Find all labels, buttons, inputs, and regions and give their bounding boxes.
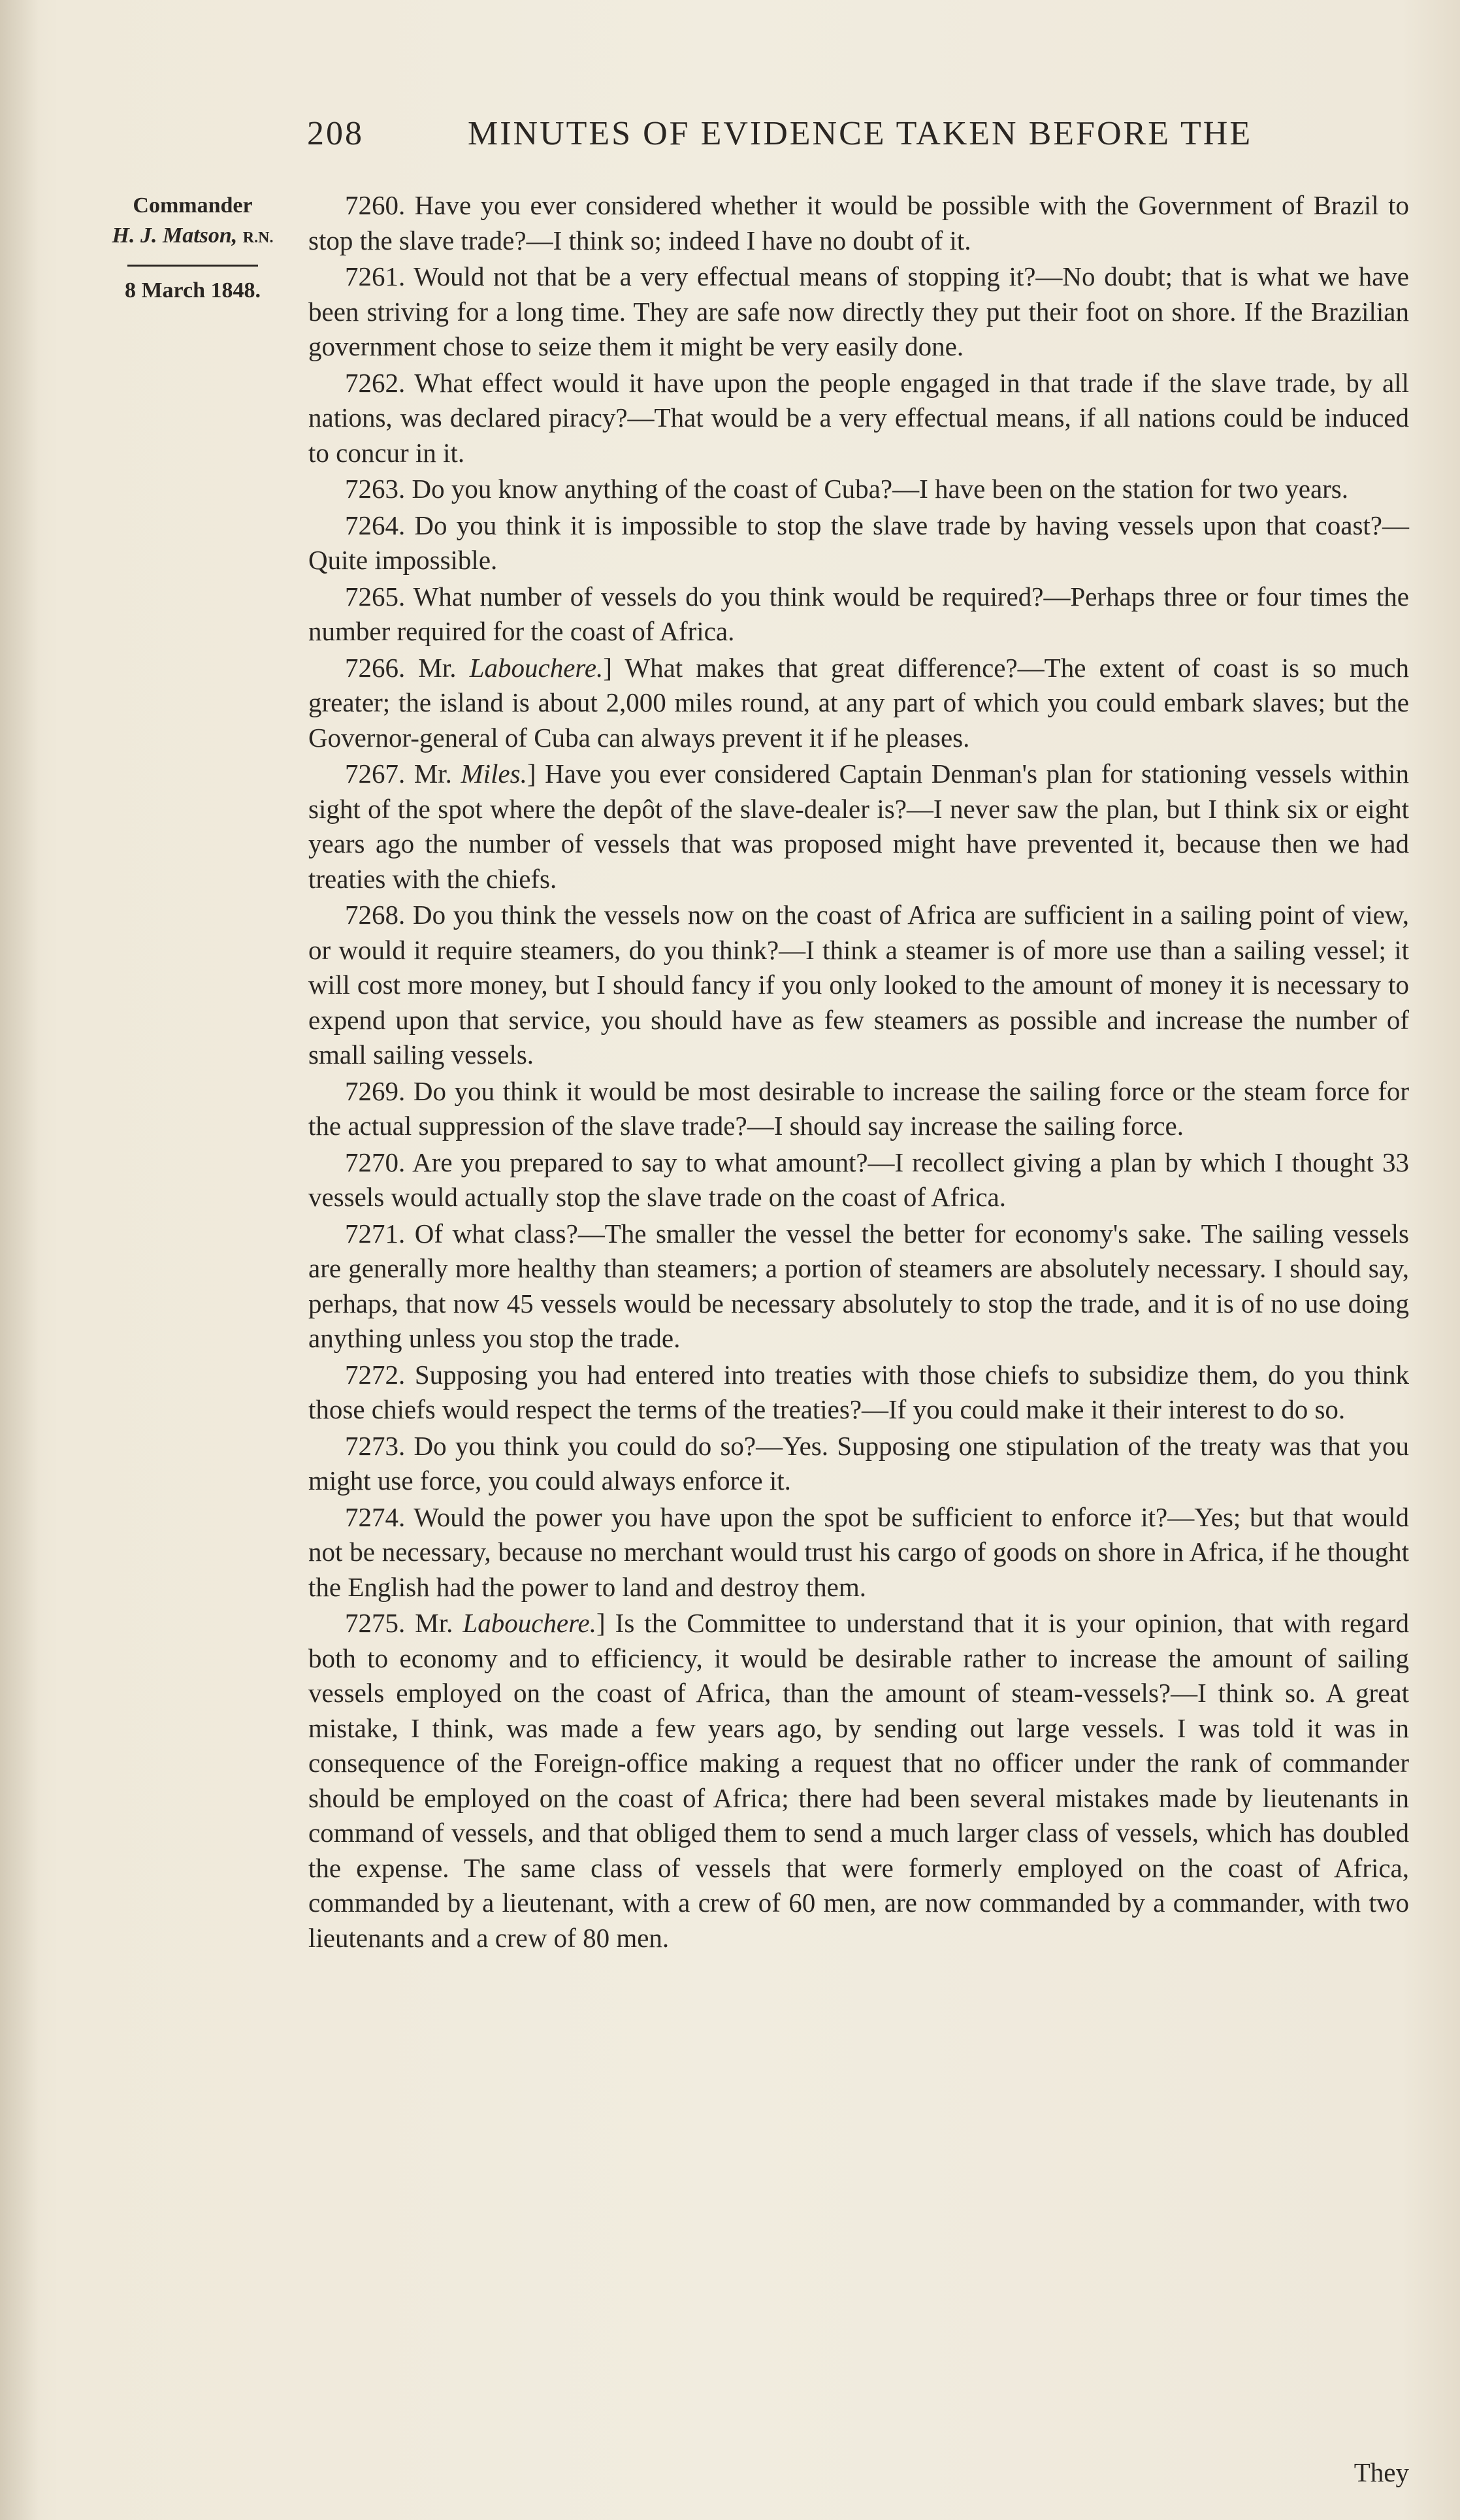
paragraph-text: 7272. Supposing you had entered into treaties with those chiefs to subsidize them, do you think those chiefs would respect the terms of the treaties?—If you could make it their interest to do so. (308, 1359, 1409, 1424)
paragraph-text: ] What makes that great difference?—The extent of coast is so much greater; the island is about 2,000 miles round, at any part of which you could embark slaves; but the Governor-general of Cuba can always prevent it if he pleases. (308, 652, 1409, 753)
paragraph-text: 7270. Are you prepared to say to what amount?—I recollect giving a plan by which I thought 33 vessels would actually stop the slave trade on the coast of Africa. (308, 1147, 1409, 1212)
evidence-paragraph (308, 472, 1409, 507)
evidence-paragraph (308, 757, 1409, 896)
evidence-paragraph (308, 580, 1409, 649)
witness-name: H. J. Matson, (112, 223, 238, 248)
evidence-paragraph (308, 651, 1409, 756)
page-gutter-shadow (0, 0, 39, 2520)
paragraph-text: 7263. Do you know anything of the coast of Cuba?—I have been on the station for two years. (345, 474, 1348, 504)
witness-rank: R.N. (242, 229, 274, 246)
catchword: They (1354, 2457, 1409, 2487)
paragraph-text: 7261. Would not that be a very effectual means of stopping it?—No doubt; that is what we have been striving for a long time. They are safe now directly they put their foot on shore. If the Brazilian government chose to seize them it might be very easily done. (308, 261, 1409, 361)
speaker-name: Labouchere. (462, 1608, 596, 1638)
evidence-paragraph (308, 1429, 1409, 1499)
question-prefix: 7275. Mr. (345, 1608, 463, 1638)
paragraph-text: 7265. What number of vessels do you think would be required?—Perhaps three or four times the number required for the coast of Africa. (308, 581, 1409, 646)
page-number: 208 (307, 115, 364, 152)
paragraph-text: 7264. Do you think it is impossible to stop the slave trade by having vessels upon that coast?—Quite impossible. (308, 510, 1409, 575)
evidence-paragraph (308, 366, 1409, 471)
evidence-paragraph (308, 1606, 1409, 1955)
paragraph-text: 7274. Would the power you have upon the spot be sufficient to enforce it?—Yes; but that would not be necessary, because no merchant would trust his cargo of goods on shore in Africa, if he thought the English had the power to land and destroy them. (308, 1501, 1409, 1602)
evidence-paragraph (308, 1500, 1409, 1605)
evidence-paragraph (308, 1145, 1409, 1215)
paragraph-text: 7260. Have you ever considered whether it would be possible with the Government of Brazil to stop the slave trade?—I think so; indeed I have no doubt of it. (308, 190, 1409, 255)
evidence-paragraph (308, 259, 1409, 365)
paragraph-text: 7273. Do you think you could do so?—Yes. Supposing one stipulation of the treaty was that you might use force, you could always enforce it. (308, 1430, 1409, 1496)
evidence-paragraph (308, 1217, 1409, 1356)
question-prefix: 7267. Mr. (345, 759, 461, 789)
page-header (307, 114, 1411, 167)
paragraph-text: 7262. What effect would it have upon the people engaged in that trade if the slave trade, by all nations, was declared piracy?—That would be a very effectual means, if all nations could be induced to concur in it. (308, 367, 1409, 468)
paragraph-text: 7269. Do you think it would be most desirable to increase the sailing force or the steam force for the actual suppression of the slave trade?—I should say increase the sailing force. (308, 1075, 1409, 1141)
evidence-paragraph (308, 1074, 1409, 1144)
question-prefix: 7266. Mr. (345, 652, 470, 683)
hearing-date: 8 March 1848. (124, 278, 261, 303)
evidence-paragraph (308, 508, 1409, 578)
sidebar-divider (127, 265, 258, 267)
witness-sidebar (85, 191, 300, 306)
witness-name-line (85, 221, 300, 253)
speaker-name: Miles. (461, 759, 527, 789)
evidence-paragraph (308, 898, 1409, 1073)
evidence-paragraph (308, 188, 1409, 258)
evidence-paragraph (308, 1358, 1409, 1428)
speaker-name: Labouchere. (469, 652, 604, 683)
running-title: MINUTES OF EVIDENCE TAKEN BEFORE THE (468, 115, 1253, 152)
evidence-body (308, 188, 1409, 1957)
paragraph-text: 7271. Of what class?—The smaller the vessel the better for economy's sake. The sailing vessels are generally more healthy than steamers; a portion of steamers are absolutely necessary. I should say, perhaps, that now 45 vessels would be necessary absolutely to stop the trade, and it is of no use doing anything unless you stop the trade. (308, 1218, 1409, 1353)
witness-title: Commander (133, 193, 253, 218)
paragraph-text: 7268. Do you think the vessels now on the coast of Africa are sufficient in a sailing point of view, or would it require steamers, do you think?—I think a steamer is of more use than a sailing vessel; it will cost more money, but I should fancy if you only looked to the amount of money it is necessary to expend upon that service, you should have as few steamers as possible and increase the number of small sailing vessels. (308, 900, 1409, 1070)
paragraph-text: ] Have you ever considered Captain Denman's plan for stationing vessels within sight of the spot where the depôt of the slave-dealer is?—I never saw the plan, but I think six or eight years ago the number of vessels that was proposed might have prevented it, because then we had treaties with the chiefs. (308, 759, 1409, 894)
paragraph-text: ] Is the Committee to understand that it is your opinion, that with regard both to economy and to efficiency, it would be desirable rather to increase the amount of sailing vessels employed on the coast of Africa, than the amount of steam-vessels?—I think so. A great mistake, I think, was made a few years ago, by sending out large vessels. I was told it was in consequence of the Foreign-office making a request that no officer under the rank of commander should be employed on the coast of Africa; there had been several mistakes made by lieutenants in command of vessels, and that obliged them to send a much larger class of vessels, which has doubled the expense. The same class of vessels that were formerly employed on the coast of Africa, commanded by a lieutenant, with a crew of 60 men, are now commanded by a commander, with two lieutenants and a crew of 80 men. (308, 1608, 1410, 1953)
